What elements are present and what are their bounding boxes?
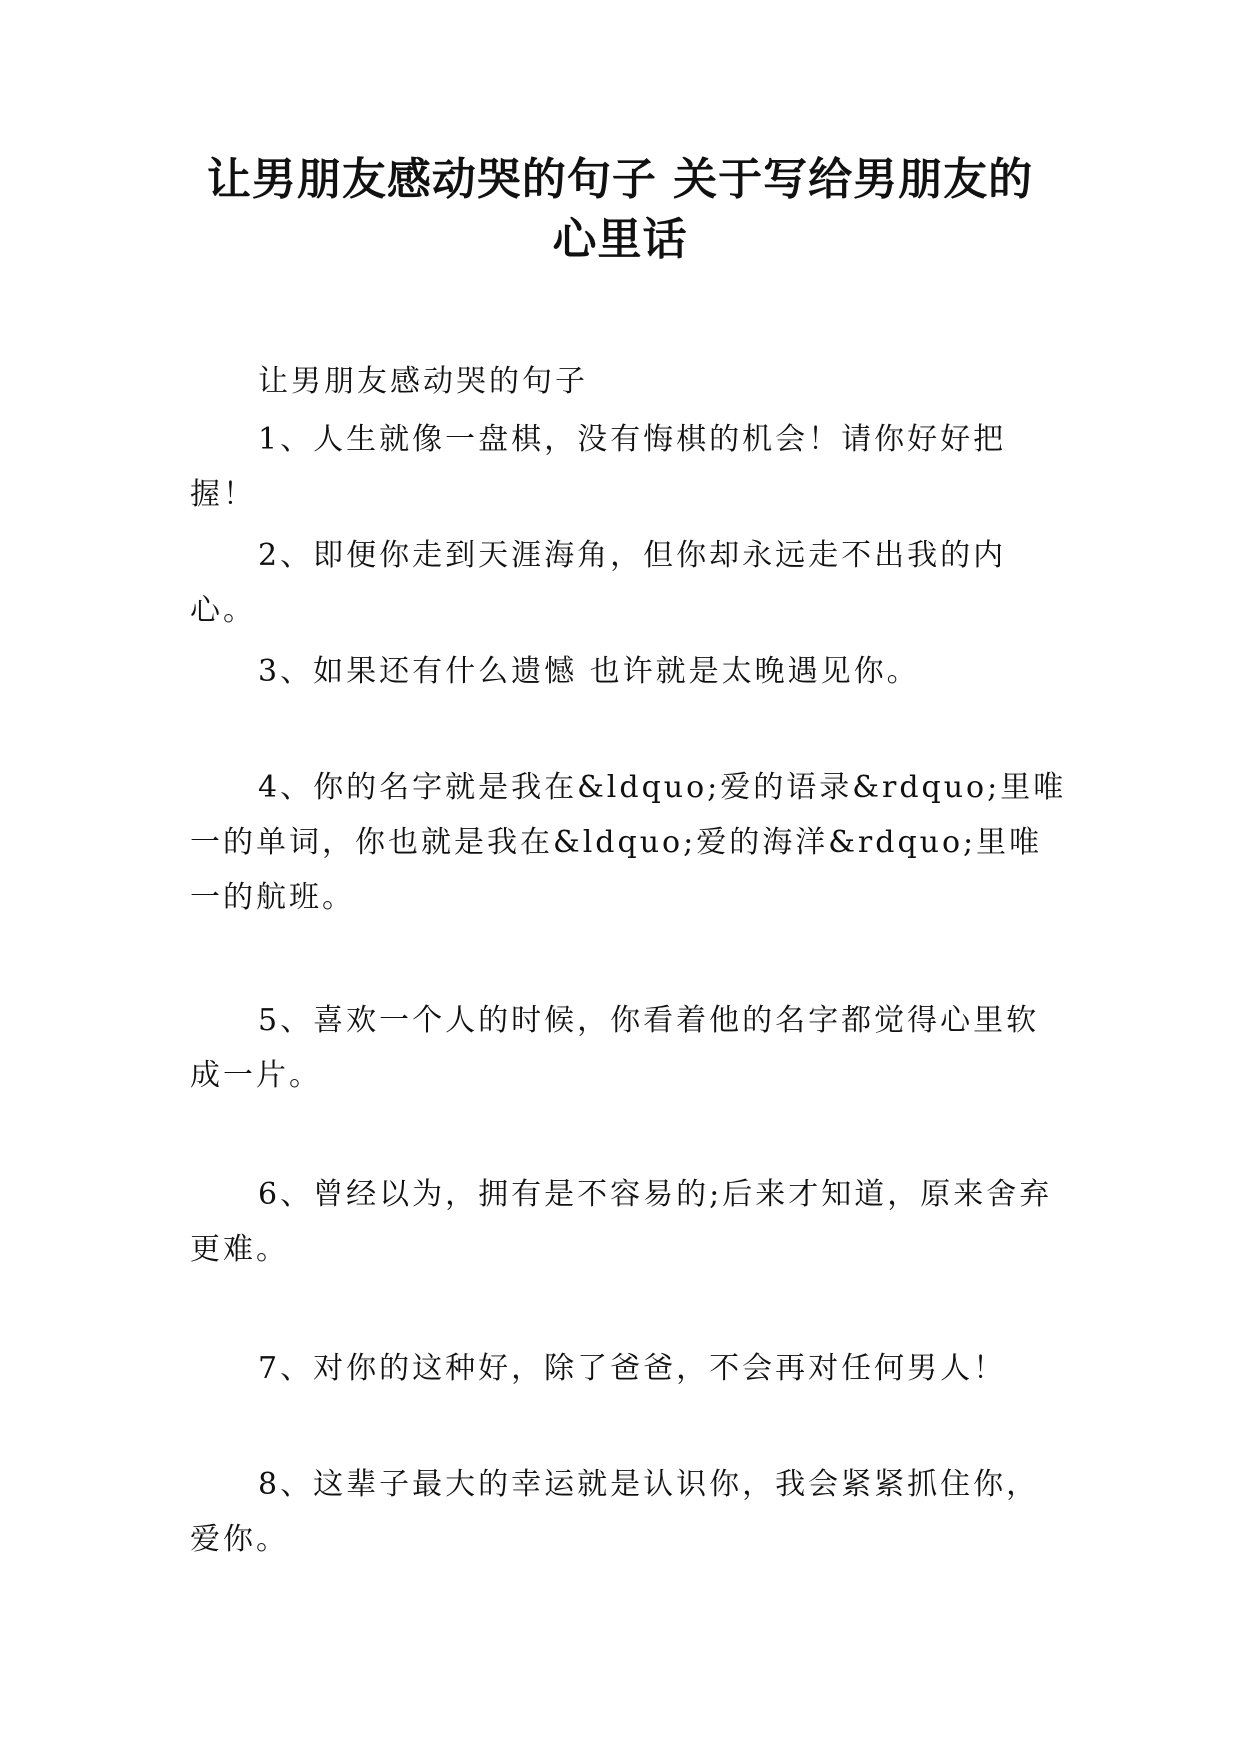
section-subtitle: 让男朋友感动哭的句子 — [258, 364, 588, 399]
title-line-2: 心里话 — [552, 214, 688, 265]
paragraph-4: 4、你的名字就是我在&ldquo;爱的语录&rdquo;里唯一的单词，你也就是我在&ldquo;爱的海洋&rdquo;里唯一的航班。 — [190, 770, 1067, 915]
paragraph-5: 5、喜欢一个人的时候，你看着他的名字都觉得心里软成一片。 — [190, 1003, 1040, 1093]
paragraph-1: 1、人生就像一盘棋，没有悔棋的机会！请你好好把握！ — [190, 422, 1007, 512]
paragraph-3: 3、如果还有什么遗憾 也许就是太晚遇见你。 — [258, 654, 920, 689]
paragraph-7: 7、对你的这种好，除了爸爸，不会再对任何男人！ — [258, 1351, 1007, 1386]
paragraph-8: 8、这辈子最大的幸运就是认识你，我会紧紧抓住你，爱你。 — [190, 1467, 1040, 1557]
paragraph-6: 6、曾经以为，拥有是不容易的;后来才知道，原来舍弃更难。 — [190, 1177, 1053, 1267]
title-line-1: 让男朋友感动哭的句子 关于写给男朋友的 — [206, 154, 1034, 205]
document-title — [160, 150, 1080, 270]
paragraph-2: 2、即便你走到天涯海角，但你却永远走不出我的内心。 — [190, 538, 1007, 628]
